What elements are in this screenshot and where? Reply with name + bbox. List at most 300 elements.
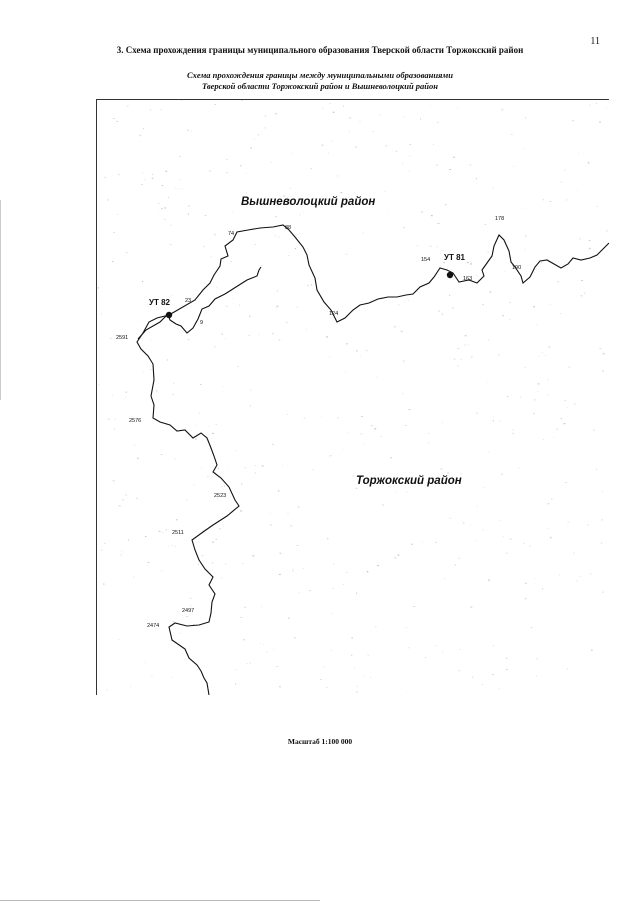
texture-speck <box>158 203 160 204</box>
texture-speck <box>330 456 332 457</box>
texture-speck <box>580 576 581 577</box>
texture-speck <box>464 345 465 346</box>
texture-speck <box>179 633 180 634</box>
texture-speck <box>105 177 106 178</box>
texture-speck <box>125 397 126 398</box>
texture-speck <box>175 546 176 547</box>
texture-speck <box>323 108 324 109</box>
texture-speck <box>543 439 544 440</box>
texture-speck <box>249 663 250 664</box>
texture-speck <box>246 173 247 174</box>
texture-speck <box>322 145 324 146</box>
texture-speck <box>251 148 253 149</box>
texture-speck <box>346 254 348 255</box>
texture-speck <box>409 144 411 145</box>
texture-speck <box>396 492 397 493</box>
texture-speck <box>297 307 298 308</box>
texture-speck <box>542 352 543 353</box>
ut81-label: УТ 81 <box>444 253 465 262</box>
texture-speck <box>303 212 304 213</box>
texture-speck <box>493 417 494 418</box>
texture-speck <box>404 227 405 228</box>
texture-speck <box>458 348 460 349</box>
texture-speck <box>560 418 562 419</box>
texture-speck <box>290 188 291 189</box>
subtitle-line-1: Схема прохождения границы между муниципальными образованиями <box>187 70 453 80</box>
texture-speck <box>224 386 225 387</box>
texture-speck <box>536 578 537 579</box>
texture-speck <box>386 145 388 146</box>
point-label: 74 <box>228 231 235 237</box>
texture-speck <box>143 372 144 373</box>
texture-speck <box>199 413 200 414</box>
texture-speck <box>421 212 423 213</box>
texture-speck <box>119 506 121 507</box>
texture-speck <box>500 520 501 521</box>
texture-speck <box>121 551 122 552</box>
texture-speck <box>559 575 560 576</box>
texture-speck <box>215 104 217 105</box>
texture-speck <box>242 563 244 564</box>
texture-speck <box>245 467 246 468</box>
texture-speck <box>394 557 396 558</box>
texture-speck <box>297 545 299 546</box>
texture-speck <box>179 156 180 157</box>
texture-speck <box>531 627 533 628</box>
texture-speck <box>510 539 512 540</box>
texture-speck <box>502 315 503 316</box>
texture-speck <box>218 468 219 469</box>
texture-speck <box>356 593 357 594</box>
boundary-line-north <box>169 225 609 322</box>
texture-speck <box>250 405 251 406</box>
texture-speck <box>276 308 277 309</box>
texture-speck <box>520 397 521 398</box>
texture-speck <box>103 584 105 585</box>
texture-speck <box>525 367 526 368</box>
texture-speck <box>224 485 225 486</box>
texture-speck <box>548 395 549 396</box>
point-label: 2523 <box>214 493 227 499</box>
texture-speck <box>542 588 543 589</box>
texture-speck <box>602 491 603 492</box>
texture-speck <box>286 323 287 324</box>
texture-speck <box>203 530 204 531</box>
texture-speck <box>328 153 329 154</box>
texture-speck <box>113 480 115 481</box>
texture-speck <box>525 249 526 250</box>
texture-speck <box>454 359 455 360</box>
texture-speck <box>271 513 272 514</box>
texture-speck <box>255 465 256 466</box>
texture-speck <box>331 650 332 651</box>
texture-speck <box>126 495 127 496</box>
texture-speck <box>591 650 593 651</box>
texture-speck <box>455 564 456 565</box>
texture-speck <box>172 295 173 296</box>
texture-speck <box>232 211 233 212</box>
texture-speck <box>312 469 313 470</box>
texture-speck <box>488 339 489 340</box>
boundary-line-south <box>137 315 239 695</box>
texture-speck <box>579 239 581 240</box>
texture-speck <box>279 339 281 340</box>
texture-speck <box>458 108 459 109</box>
texture-speck <box>255 244 256 245</box>
texture-speck <box>438 311 439 312</box>
texture-speck <box>188 213 189 214</box>
texture-speck <box>165 171 167 172</box>
texture-speck <box>215 347 216 348</box>
texture-speck <box>159 531 161 532</box>
texture-speck <box>533 306 535 307</box>
texture-speck <box>204 246 205 247</box>
texture-speck <box>179 179 181 180</box>
texture-speck <box>294 637 296 638</box>
texture-speck <box>428 443 430 444</box>
texture-speck <box>409 409 411 410</box>
texture-speck <box>511 134 513 135</box>
texture-speck <box>293 571 294 572</box>
texture-speck <box>436 164 438 165</box>
texture-speck <box>112 395 113 396</box>
texture-speck <box>249 335 250 336</box>
texture-speck <box>557 429 558 430</box>
texture-speck <box>190 606 192 607</box>
texture-speck <box>425 657 426 658</box>
texture-speck <box>588 162 589 163</box>
texture-speck <box>230 261 231 262</box>
texture-speck <box>472 677 473 678</box>
texture-speck <box>162 185 164 186</box>
texture-speck <box>104 543 105 544</box>
texture-speck <box>150 109 151 110</box>
texture-speck <box>398 555 400 556</box>
texture-speck <box>573 553 574 554</box>
texture-speck <box>536 676 537 677</box>
texture-speck <box>246 193 247 194</box>
texture-speck <box>161 208 163 209</box>
texture-speck <box>205 215 207 216</box>
texture-speck <box>433 144 434 145</box>
texture-speck <box>534 272 535 273</box>
texture-speck <box>564 423 566 424</box>
texture-speck <box>376 376 377 377</box>
texture-speck <box>222 333 223 334</box>
texture-speck <box>525 583 527 584</box>
texture-speck <box>212 433 214 434</box>
texture-speck <box>398 305 400 306</box>
texture-speck <box>477 506 478 507</box>
texture-speck <box>290 526 292 527</box>
texture-speck <box>523 543 525 544</box>
texture-speck <box>384 191 385 192</box>
texture-speck <box>295 235 296 236</box>
texture-speck <box>116 121 118 122</box>
texture-speck <box>167 359 169 360</box>
texture-speck <box>145 179 146 180</box>
texture-speck <box>276 306 278 307</box>
texture-speck <box>263 644 264 645</box>
texture-speck <box>492 674 494 675</box>
map-scale: Масштаб 1:100 000 <box>287 737 353 746</box>
texture-speck <box>295 248 296 249</box>
texture-speck <box>333 112 335 113</box>
texture-speck <box>407 692 408 693</box>
texture-speck <box>476 413 477 414</box>
texture-speck <box>513 166 514 167</box>
texture-speck <box>359 355 361 356</box>
texture-speck <box>270 162 272 163</box>
texture-speck <box>356 488 358 489</box>
texture-speck <box>568 522 570 523</box>
texture-speck <box>299 215 300 216</box>
texture-speck <box>547 528 548 529</box>
texture-speck <box>277 290 278 291</box>
texture-speck <box>484 487 485 488</box>
texture-speck <box>459 649 460 650</box>
texture-speck <box>430 246 431 247</box>
texture-speck <box>145 536 147 537</box>
texture-speck <box>371 425 373 426</box>
texture-speck <box>602 371 604 372</box>
texture-speck <box>349 131 350 132</box>
texture-speck <box>241 484 242 485</box>
texture-speck <box>193 624 194 625</box>
texture-speck <box>368 655 369 656</box>
texture-speck <box>373 131 374 132</box>
texture-speck <box>510 302 511 303</box>
texture-speck <box>541 263 542 264</box>
texture-speck <box>178 189 179 190</box>
texture-speck <box>396 151 398 152</box>
texture-speck <box>329 357 331 358</box>
texture-speck <box>139 135 141 136</box>
texture-speck <box>151 676 153 677</box>
texture-speck <box>417 245 419 246</box>
texture-speck <box>375 626 376 627</box>
texture-speck <box>357 692 358 693</box>
texture-speck <box>114 429 115 430</box>
texture-speck <box>346 343 347 344</box>
texture-speck <box>187 616 188 617</box>
texture-speck <box>259 335 260 336</box>
texture-speck <box>265 127 266 128</box>
texture-speck <box>363 233 364 234</box>
texture-speck <box>172 545 173 546</box>
texture-speck <box>117 214 119 215</box>
texture-speck <box>293 569 294 570</box>
texture-speck <box>173 621 174 622</box>
texture-speck <box>408 300 409 301</box>
texture-speck <box>364 444 365 445</box>
texture-speck <box>447 473 449 474</box>
texture-speck <box>590 105 591 106</box>
texture-speck <box>603 592 604 593</box>
texture-speck <box>565 482 567 483</box>
texture-speck <box>405 425 407 426</box>
texture-speck <box>131 686 132 687</box>
texture-speck <box>233 299 234 300</box>
texture-speck <box>483 529 484 530</box>
texture-speck <box>487 382 488 383</box>
texture-speck <box>483 304 485 305</box>
texture-speck <box>201 468 202 469</box>
texture-speck <box>485 224 486 225</box>
texture-speck <box>567 669 569 670</box>
texture-speck <box>287 414 288 415</box>
texture-speck <box>538 383 540 384</box>
texture-speck <box>303 569 305 570</box>
texture-speck <box>403 117 405 118</box>
texture-speck <box>219 528 221 529</box>
point-label: 2497 <box>182 608 195 614</box>
texture-speck <box>161 454 163 455</box>
texture-speck <box>490 291 492 292</box>
texture-speck <box>503 536 504 537</box>
texture-speck <box>589 248 591 249</box>
texture-speck <box>440 253 441 254</box>
texture-speck <box>187 130 189 131</box>
ut82-label: УТ 82 <box>149 298 170 307</box>
texture-speck <box>409 647 410 648</box>
texture-speck <box>110 338 111 339</box>
texture-speck <box>176 519 178 520</box>
texture-speck <box>543 199 544 200</box>
texture-speck <box>394 327 396 328</box>
texture-speck <box>449 295 450 296</box>
texture-speck <box>207 476 208 477</box>
texture-speck <box>471 607 473 608</box>
texture-speck <box>431 215 433 216</box>
texture-speck <box>420 118 421 119</box>
texture-speck <box>577 190 578 191</box>
texture-speck <box>173 383 175 384</box>
texture-speck <box>133 232 134 233</box>
texture-speck <box>134 577 135 578</box>
texture-speck <box>402 163 403 164</box>
texture-speck <box>272 333 273 334</box>
texture-speck <box>371 677 372 678</box>
texture-speck <box>273 444 274 445</box>
texture-speck <box>333 564 334 565</box>
texture-speck <box>457 366 459 367</box>
texture-speck <box>530 545 531 546</box>
texture-speck <box>387 210 388 211</box>
texture-speck <box>141 184 142 185</box>
texture-speck <box>253 542 254 543</box>
texture-speck <box>188 206 190 207</box>
texture-speck <box>381 436 382 437</box>
texture-speck <box>603 353 605 354</box>
texture-speck <box>353 475 354 476</box>
texture-speck <box>225 563 226 564</box>
texture-speck <box>276 666 278 667</box>
texture-speck <box>467 262 469 263</box>
texture-speck <box>581 280 583 281</box>
texture-speck <box>506 553 508 554</box>
texture-speck <box>152 178 154 179</box>
texture-speck <box>477 275 478 276</box>
texture-speck <box>115 419 117 420</box>
texture-speck <box>351 655 352 656</box>
texture-speck <box>493 188 494 189</box>
texture-speck <box>148 562 150 563</box>
texture-speck <box>214 234 215 235</box>
texture-speck <box>262 465 264 466</box>
texture-speck <box>145 662 146 663</box>
texture-speck <box>377 565 379 566</box>
texture-speck <box>136 498 138 499</box>
texture-speck <box>327 538 328 539</box>
texture-speck <box>374 428 376 429</box>
texture-speck <box>468 344 469 345</box>
texture-speck <box>606 231 607 232</box>
texture-speck <box>101 550 103 551</box>
texture-speck <box>442 314 443 315</box>
texture-speck <box>243 639 244 640</box>
texture-speck <box>599 257 600 258</box>
texture-speck <box>413 606 415 607</box>
point-label: 124 <box>329 311 339 317</box>
texture-speck <box>524 148 525 149</box>
texture-speck <box>409 155 410 156</box>
texture-speck <box>267 651 268 652</box>
texture-speck <box>280 553 282 554</box>
texture-speck <box>493 420 494 421</box>
texture-speck <box>431 105 432 106</box>
texture-speck <box>584 293 585 294</box>
texture-speck <box>307 285 309 286</box>
scan-edge-mark <box>0 200 1 400</box>
texture-speck <box>276 216 277 217</box>
texture-speck <box>101 313 102 314</box>
texture-speck <box>107 199 108 200</box>
texture-speck <box>194 485 195 486</box>
texture-speck <box>390 457 392 458</box>
texture-speck <box>339 368 340 369</box>
texture-speck <box>241 617 242 618</box>
texture-speck <box>380 114 381 115</box>
texture-speck <box>278 490 279 491</box>
texture-speck <box>550 201 552 202</box>
texture-speck <box>349 117 350 118</box>
texture-speck <box>228 467 229 468</box>
texture-speck <box>545 355 546 356</box>
texture-speck <box>118 174 120 175</box>
texture-speck <box>249 316 250 317</box>
texture-speck <box>151 340 152 341</box>
texture-speck <box>504 271 505 272</box>
texture-speck <box>493 645 494 646</box>
texture-speck <box>190 598 191 599</box>
texture-speck <box>275 113 277 114</box>
texture-speck <box>288 255 290 256</box>
texture-speck <box>347 572 348 573</box>
texture-speck <box>235 683 236 684</box>
texture-speck <box>261 607 262 608</box>
texture-speck <box>320 679 322 680</box>
texture-speck <box>221 578 222 579</box>
texture-speck <box>182 188 183 189</box>
point-label: 2474 <box>147 623 160 629</box>
texture-speck <box>198 564 199 565</box>
texture-speck <box>236 670 237 671</box>
texture-speck <box>409 171 410 172</box>
texture-speck <box>279 574 281 575</box>
texture-speck <box>165 529 166 530</box>
texture-speck <box>590 574 592 575</box>
